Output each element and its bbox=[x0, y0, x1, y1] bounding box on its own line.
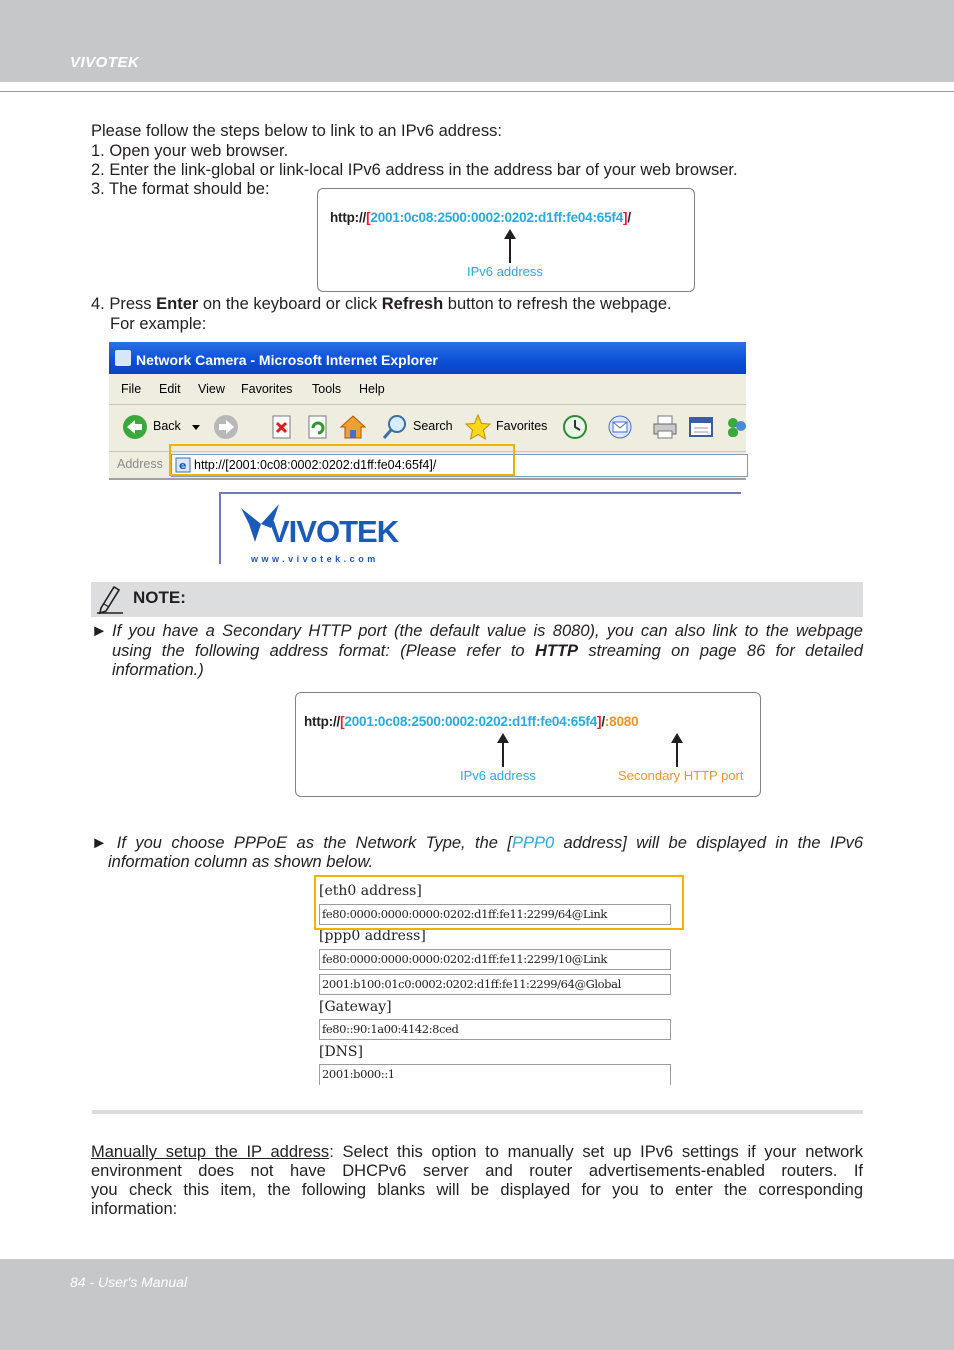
stop-icon[interactable] bbox=[267, 413, 295, 441]
note-item-1-line-2 bbox=[112, 642, 863, 662]
manual-line1-rest: : Select this option to manually set up IPv6 settings if your network bbox=[329, 1143, 863, 1161]
logo-wordmark: VIVOTEK bbox=[269, 514, 399, 549]
browser-screenshot bbox=[109, 342, 746, 564]
dns-label: [DNS] bbox=[319, 1044, 363, 1060]
url-close-bracket: ] bbox=[623, 210, 628, 225]
header-rule bbox=[0, 91, 954, 92]
search-button-label[interactable]: Search bbox=[413, 419, 453, 433]
secondary-port-label: Secondary HTTP port bbox=[618, 768, 744, 783]
pppoe-line-2: information column as shown below. bbox=[108, 853, 374, 871]
gateway-field bbox=[319, 1019, 671, 1040]
secondary-ipv6-label: IPv6 address bbox=[460, 768, 536, 783]
browser-menu-bar bbox=[109, 374, 746, 405]
svg-text:e: e bbox=[179, 459, 187, 472]
browser-title-bar bbox=[109, 342, 746, 374]
address-value: http://[2001:0c08:0002:0202:d1ff:fe04:65f4]/ bbox=[194, 458, 437, 472]
dns-value: 2001:b000::1 bbox=[322, 1067, 395, 1081]
step4-pre: 4. Press bbox=[91, 295, 157, 313]
edit-icon[interactable] bbox=[687, 413, 715, 441]
camera-page-frame bbox=[219, 492, 741, 564]
note-title: NOTE: bbox=[133, 588, 186, 607]
vivotek-logo-icon bbox=[239, 502, 411, 556]
url-open-bracket: [ bbox=[366, 210, 371, 225]
home-icon[interactable] bbox=[339, 413, 367, 441]
browser-title: Network Camera - Microsoft Internet Explorer bbox=[136, 352, 438, 368]
manual-line-3: you check this item, the following blanks will be displayed for you to enter the corresponding bbox=[91, 1181, 863, 1199]
dropdown-arrow-icon[interactable] bbox=[191, 413, 201, 441]
format-ipv6-label: IPv6 address bbox=[467, 264, 543, 279]
note-line2-post: streaming on page 86 for detailed bbox=[588, 642, 863, 660]
step4-mid: on the keyboard or click bbox=[198, 295, 382, 313]
menu-view[interactable]: View bbox=[198, 382, 225, 396]
up-arrow-icon bbox=[503, 229, 517, 263]
messenger-icon[interactable] bbox=[723, 413, 751, 441]
header-brand: VIVOTEK bbox=[70, 54, 140, 71]
page-header bbox=[0, 0, 954, 82]
refresh-icon[interactable] bbox=[303, 413, 331, 441]
up-arrow-icon bbox=[496, 733, 510, 767]
print-icon[interactable] bbox=[651, 413, 679, 441]
logo-url: www.vivotek.com bbox=[251, 554, 379, 564]
pppoe-ppp0: PPP0 bbox=[511, 834, 555, 852]
manual-link: Manually setup the IP address bbox=[91, 1143, 330, 1161]
secondary-port-box bbox=[295, 692, 761, 797]
surl-port: :8080 bbox=[604, 714, 639, 729]
address-label: Address bbox=[117, 457, 163, 471]
pppoe-bullet: ► bbox=[91, 834, 108, 852]
gateway-value: fe80::90:1a00:4142:8ced bbox=[322, 1022, 459, 1036]
browser-viewport bbox=[109, 478, 746, 564]
back-button-label[interactable]: Back bbox=[153, 419, 181, 433]
note-item-1-line-1: If you have a Secondary HTTP port (the default value is 8080), you can also link to the webpage bbox=[112, 622, 863, 640]
secondary-url bbox=[304, 714, 638, 729]
ppp0-value-2: 2001:b100:01c0:0002:0202:d1ff:fe11:2299/64@Global bbox=[322, 977, 621, 991]
note-item-1-line-3: information.) bbox=[112, 661, 204, 679]
surl-address: 2001:0c08:2500:0002:0202:d1ff:fe04:65f4 bbox=[344, 714, 598, 729]
step-3: 3. The format should be: bbox=[91, 180, 270, 198]
pppoe-pre: If you choose PPPoE as the Network Type, the [ bbox=[116, 834, 512, 852]
eth0-value: fe80:0000:0000:0000:0202:d1ff:fe11:2299/64@Link bbox=[322, 907, 607, 921]
pppoe-line-1 bbox=[91, 834, 863, 854]
note-line2-bold: HTTP bbox=[534, 642, 579, 660]
surl-slash: / bbox=[601, 714, 605, 729]
pppoe-post: address] will be displayed in the IPv6 bbox=[554, 834, 864, 852]
note-bar bbox=[91, 582, 863, 617]
step-4 bbox=[91, 295, 672, 314]
url-address: 2001:0c08:2500:0002:0202:d1ff:fe04:65f4 bbox=[370, 210, 624, 225]
menu-edit[interactable]: Edit bbox=[159, 382, 181, 396]
section-separator bbox=[92, 1110, 863, 1114]
up-arrow-icon bbox=[670, 733, 684, 767]
manual-line-4: information: bbox=[91, 1200, 178, 1218]
step4-enter: Enter bbox=[156, 295, 199, 313]
manual-line-2: environment does not have DHCPv6 server and router advertisements-enabled routers. If bbox=[91, 1162, 863, 1180]
mail-icon[interactable] bbox=[607, 413, 635, 441]
step-1: 1. Open your web browser. bbox=[91, 142, 289, 160]
step4-post: button to refresh the webpage. bbox=[443, 295, 672, 313]
step-2: 2. Enter the link-global or link-local IPv6 address in the address bar of your web browser. bbox=[91, 161, 738, 179]
note-bullet-1: ► bbox=[91, 622, 108, 640]
search-icon[interactable] bbox=[381, 413, 409, 441]
eth0-highlight bbox=[314, 875, 684, 930]
footer-page-label: 84 - User's Manual bbox=[70, 1274, 188, 1290]
menu-file[interactable]: File bbox=[121, 382, 142, 396]
pencil-note-icon bbox=[95, 584, 125, 614]
manual-line-1 bbox=[91, 1143, 863, 1162]
menu-tools[interactable]: Tools bbox=[312, 382, 342, 396]
menu-favorites[interactable]: Favorites bbox=[241, 382, 293, 396]
ipv6-format-box bbox=[317, 188, 695, 292]
eth0-label: [eth0 address] bbox=[319, 883, 422, 899]
menu-help[interactable]: Help bbox=[359, 382, 385, 396]
forward-arrow-icon[interactable] bbox=[212, 413, 240, 441]
page-footer bbox=[0, 1259, 954, 1350]
ppp0-field-1 bbox=[319, 949, 671, 970]
address-highlight bbox=[169, 444, 515, 476]
favorites-button-label[interactable]: Favorites bbox=[496, 419, 548, 433]
gateway-label: [Gateway] bbox=[319, 999, 392, 1015]
ppp0-value-1: fe80:0000:0000:0000:0202:d1ff:fe11:2299/10@Link bbox=[322, 952, 607, 966]
url-suffix: / bbox=[627, 210, 631, 225]
note-line2-pre: using the following address format: (Please refer to bbox=[112, 642, 535, 660]
history-icon[interactable] bbox=[561, 413, 589, 441]
surl-close-bracket: ] bbox=[597, 714, 602, 729]
ppp0-label: [ppp0 address] bbox=[319, 928, 426, 944]
ppp0-field-2 bbox=[319, 974, 671, 995]
step4-refresh: Refresh bbox=[381, 295, 444, 313]
url-prefix: http:// bbox=[330, 210, 367, 225]
back-arrow-icon[interactable] bbox=[121, 413, 149, 441]
format-url bbox=[330, 210, 631, 225]
intro-lead: Please follow the steps below to link to an IPv6 address: bbox=[91, 122, 502, 140]
surl-prefix: http:// bbox=[304, 714, 341, 729]
step-4-example: For example: bbox=[110, 315, 207, 333]
ie-logo-icon bbox=[115, 350, 131, 366]
surl-open-bracket: [ bbox=[340, 714, 345, 729]
favorites-star-icon[interactable] bbox=[464, 413, 492, 441]
dns-field bbox=[319, 1064, 671, 1085]
